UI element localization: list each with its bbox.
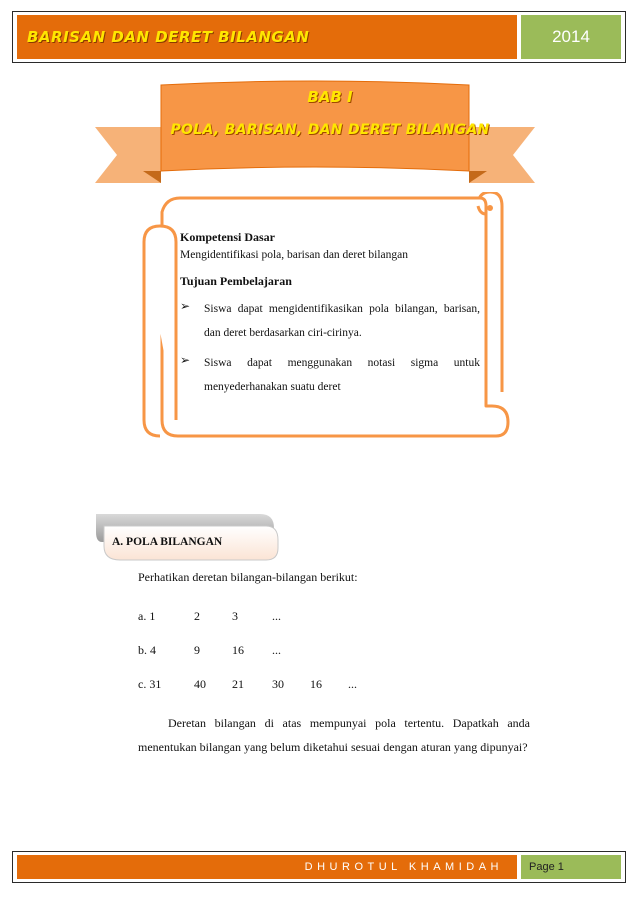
sequence-row — [138, 643, 530, 659]
main-content — [138, 570, 530, 759]
sequence-row — [138, 677, 530, 693]
section-title: A. POLA BILANGAN — [112, 536, 223, 548]
intro-text: Perhatikan deretan bilangan-bilangan berikut: — [138, 570, 358, 584]
sequence-term: 9 — [194, 643, 200, 657]
page-footer-inner — [17, 855, 621, 879]
objectives-content — [180, 228, 480, 400]
sequence-term: 16 — [310, 677, 322, 691]
sequence-term: a. 1 — [138, 609, 156, 623]
objective-text: Siswa dapat mengidentifikasikan pola bilangan, barisan, dan deret berdasarkan ciri-cirinya. — [204, 303, 480, 340]
sequence-term: 2 — [194, 609, 200, 623]
objective-text: Siswa dapat menggunakan notasi sigma untuk menyederhanakan suatu deret — [204, 357, 480, 394]
sequence-term: 21 — [232, 677, 244, 691]
kd-heading: Kompetensi Dasar — [180, 230, 275, 244]
sequence-term: 16 — [232, 643, 244, 657]
sequence-term: ... — [272, 643, 281, 657]
page-header-inner — [17, 15, 621, 59]
kd-text: Mengidentifikasi pola, barisan dan deret bilangan — [180, 248, 409, 261]
sequence-term: ... — [348, 677, 357, 691]
sequence-term: c. 31 — [138, 677, 162, 691]
body-paragraph: Deretan bilangan di atas mempunyai pola tertentu. Dapatkah anda menentukan bilangan yang belum diketahui sesuai dengan aturan yang dipunyai? — [138, 716, 530, 754]
page-number: Page 1 — [521, 855, 621, 879]
sequence-term: 3 — [232, 609, 238, 623]
author-name: DHUROTUL KHAMIDAH — [17, 855, 517, 879]
header-title: BARISAN DAN DERET BILANGAN — [17, 15, 517, 59]
objective-item — [180, 351, 480, 399]
chapter-name: POLA, BARISAN, DAN DERET BILANGAN — [170, 122, 490, 138]
sequence-row — [138, 609, 530, 625]
arrow-bullet-icon: ➢ — [180, 353, 191, 368]
arrow-bullet-icon: ➢ — [180, 299, 191, 313]
sequence-term: 30 — [272, 677, 284, 691]
objective-item — [180, 297, 480, 345]
header-year: 2014 — [521, 15, 621, 59]
sequence-term: ... — [272, 609, 281, 623]
tp-heading: Tujuan Pembelajaran — [180, 274, 292, 289]
chapter-title — [160, 88, 500, 138]
page-footer — [12, 851, 626, 883]
page-header — [12, 11, 626, 63]
chapter-number: BAB I — [307, 88, 353, 106]
sequence-term: 40 — [194, 677, 206, 691]
sequence-term: b. 4 — [138, 643, 156, 657]
